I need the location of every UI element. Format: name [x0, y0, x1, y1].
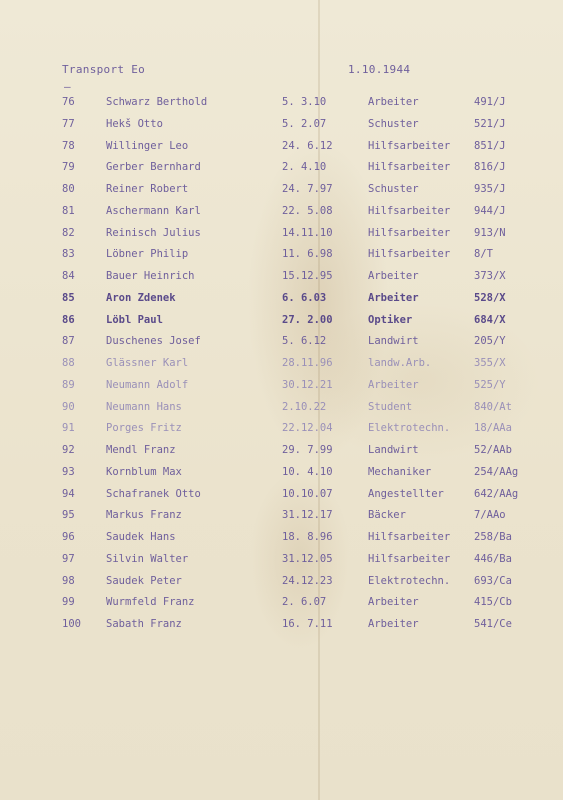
list-row: [0, 553, 563, 575]
birth-date: 2. 4.10: [282, 161, 327, 174]
birth-date: 11. 6.98: [282, 248, 333, 261]
occupation: Landwirt: [368, 335, 419, 348]
row-number: 99: [62, 596, 75, 609]
birth-date: 22. 5.08: [282, 204, 333, 217]
transport-number: 528/X: [474, 291, 506, 304]
row-number: 82: [62, 226, 75, 239]
person-name: Glässner Karl: [106, 357, 189, 369]
birth-date: 14.11.10: [282, 226, 333, 239]
row-number: 76: [62, 96, 75, 108]
occupation: Student: [368, 400, 413, 413]
list-row: [0, 335, 563, 357]
birth-date: 5. 3.10: [282, 96, 327, 108]
occupation: Hilfsarbeiter: [368, 226, 451, 239]
transport-number: 205/Y: [474, 335, 506, 348]
transport-number: 52/AAb: [474, 444, 512, 456]
occupation: Schuster: [368, 117, 419, 130]
birth-date: 24. 7.97: [282, 183, 333, 195]
person-name: Kornblum Max: [106, 465, 182, 478]
list-row: [0, 618, 563, 640]
occupation: Arbeiter: [368, 270, 419, 282]
occupation: Arbeiter: [368, 378, 419, 391]
row-number: 80: [62, 183, 75, 195]
list-row: [0, 357, 563, 379]
occupation: Elektrotechn.: [368, 574, 451, 587]
person-name: Wurmfeld Franz: [106, 596, 195, 609]
row-number: 84: [62, 270, 75, 282]
list-row: [0, 292, 563, 314]
row-number: 89: [62, 378, 75, 391]
person-name: Löbl Paul: [106, 313, 163, 326]
occupation: Landwirt: [368, 444, 419, 456]
list-row: [0, 314, 563, 336]
person-name: Saudek Hans: [106, 531, 176, 543]
person-name: Aschermann Karl: [106, 204, 201, 217]
person-name: Saudek Peter: [106, 574, 182, 587]
birth-date: 31.12.17: [282, 509, 333, 522]
person-name: Neumann Hans: [106, 400, 182, 413]
row-number: 95: [62, 509, 75, 522]
row-number: 83: [62, 248, 75, 261]
header-dash: –: [64, 80, 71, 93]
list-row: [0, 140, 563, 162]
occupation: Hilfsarbeiter: [368, 204, 451, 217]
transport-number: 7/AAo: [474, 509, 506, 522]
birth-date: 24. 6.12: [282, 139, 333, 152]
transport-number: 521/J: [474, 117, 506, 130]
occupation: Hilfsarbeiter: [368, 531, 451, 543]
occupation: Elektrotechn.: [368, 422, 451, 435]
list-header: [62, 63, 482, 79]
birth-date: 27. 2.00: [282, 313, 333, 326]
transport-number: 684/X: [474, 313, 506, 326]
transport-number: 18/AAa: [474, 422, 512, 435]
transport-number: 693/Ca: [474, 574, 512, 587]
row-number: 98: [62, 574, 75, 587]
occupation: Arbeiter: [368, 291, 419, 304]
transport-number: 851/J: [474, 139, 506, 152]
occupation: Arbeiter: [368, 96, 419, 108]
row-number: 77: [62, 117, 75, 130]
occupation: Schuster: [368, 183, 419, 195]
occupation: Bäcker: [368, 509, 406, 522]
birth-date: 30.12.21: [282, 378, 333, 391]
birth-date: 10. 4.10: [282, 465, 333, 478]
transport-number: 913/N: [474, 226, 506, 239]
list-row: [0, 248, 563, 270]
occupation: Mechaniker: [368, 465, 432, 478]
transport-number: 258/Ba: [474, 531, 512, 543]
birth-date: 10.10.07: [282, 487, 333, 500]
transport-number: 491/J: [474, 96, 506, 108]
transport-number: 8/T: [474, 248, 493, 261]
list-row: [0, 227, 563, 249]
list-row: [0, 96, 563, 118]
list-row: [0, 401, 563, 423]
person-name: Silvin Walter: [106, 552, 189, 565]
birth-date: 15.12.95: [282, 270, 333, 282]
birth-date: 2.10.22: [282, 400, 327, 413]
list-row: [0, 575, 563, 597]
row-number: 88: [62, 357, 75, 369]
row-number: 93: [62, 465, 75, 478]
birth-date: 5. 6.12: [282, 335, 327, 348]
occupation: Arbeiter: [368, 596, 419, 609]
row-number: 87: [62, 335, 75, 348]
row-number: 78: [62, 139, 75, 152]
birth-date: 18. 8.96: [282, 531, 333, 543]
occupation: Hilfsarbeiter: [368, 139, 451, 152]
list-row: [0, 444, 563, 466]
row-number: 86: [62, 313, 75, 326]
transport-number: 816/J: [474, 161, 506, 174]
birth-date: 16. 7.11: [282, 618, 333, 630]
person-name: Gerber Bernhard: [106, 161, 201, 174]
deportee-list: [0, 96, 563, 640]
list-row: [0, 205, 563, 227]
list-row: [0, 118, 563, 140]
transport-number: 944/J: [474, 204, 506, 217]
row-number: 94: [62, 487, 75, 500]
person-name: Sabath Franz: [106, 618, 182, 630]
row-number: 81: [62, 204, 75, 217]
occupation: Optiker: [368, 313, 413, 326]
birth-date: 31.12.05: [282, 552, 333, 565]
person-name: Willinger Leo: [106, 139, 189, 152]
birth-date: 29. 7.99: [282, 444, 333, 456]
occupation: Hilfsarbeiter: [368, 552, 451, 565]
row-number: 100: [62, 618, 81, 630]
occupation: Angestellter: [368, 487, 444, 500]
row-number: 97: [62, 552, 75, 565]
person-name: Löbner Philip: [106, 248, 189, 261]
person-name: Porges Fritz: [106, 422, 182, 435]
row-number: 79: [62, 161, 75, 174]
birth-date: 6. 6.03: [282, 291, 327, 304]
person-name: Markus Franz: [106, 509, 182, 522]
person-name: Schafranek Otto: [106, 487, 201, 500]
row-number: 92: [62, 444, 75, 456]
person-name: Hekš Otto: [106, 117, 163, 130]
transport-number: 355/X: [474, 357, 506, 369]
person-name: Reinisch Julius: [106, 226, 201, 239]
transport-number: 446/Ba: [474, 552, 512, 565]
list-row: [0, 509, 563, 531]
transport-title: Transport Eo: [62, 63, 146, 76]
birth-date: 28.11.96: [282, 357, 333, 369]
list-row: [0, 270, 563, 292]
list-row: [0, 183, 563, 205]
list-row: [0, 596, 563, 618]
list-row: [0, 379, 563, 401]
row-number: 91: [62, 422, 75, 435]
transport-number: 373/X: [474, 270, 506, 282]
transport-number: 254/AAg: [474, 465, 519, 478]
list-row: [0, 531, 563, 553]
transport-number: 541/Ce: [474, 618, 512, 630]
person-name: Mendl Franz: [106, 444, 176, 456]
person-name: Reiner Robert: [106, 183, 189, 195]
person-name: Bauer Heinrich: [106, 270, 195, 282]
person-name: Aron Zdenek: [106, 291, 176, 304]
list-row: [0, 466, 563, 488]
transport-number: 525/Y: [474, 378, 506, 391]
row-number: 96: [62, 531, 75, 543]
list-row: [0, 161, 563, 183]
transport-number: 642/AAg: [474, 487, 519, 500]
transport-number: 935/J: [474, 183, 506, 195]
person-name: Neumann Adolf: [106, 378, 189, 391]
transport-number: 840/At: [474, 400, 512, 413]
occupation: Hilfsarbeiter: [368, 161, 451, 174]
transport-date: 1.10.1944: [348, 63, 411, 76]
occupation: Arbeiter: [368, 618, 419, 630]
birth-date: 2. 6.07: [282, 596, 327, 609]
row-number: 85: [62, 291, 75, 304]
row-number: 90: [62, 400, 75, 413]
transport-number: 415/Cb: [474, 596, 512, 609]
birth-date: 5. 2.07: [282, 117, 327, 130]
list-row: [0, 422, 563, 444]
birth-date: 24.12.23: [282, 574, 333, 587]
occupation: Hilfsarbeiter: [368, 248, 451, 261]
person-name: Duschenes Josef: [106, 335, 201, 348]
occupation: landw.Arb.: [368, 357, 432, 369]
birth-date: 22.12.04: [282, 422, 333, 435]
list-row: [0, 488, 563, 510]
person-name: Schwarz Berthold: [106, 96, 208, 108]
